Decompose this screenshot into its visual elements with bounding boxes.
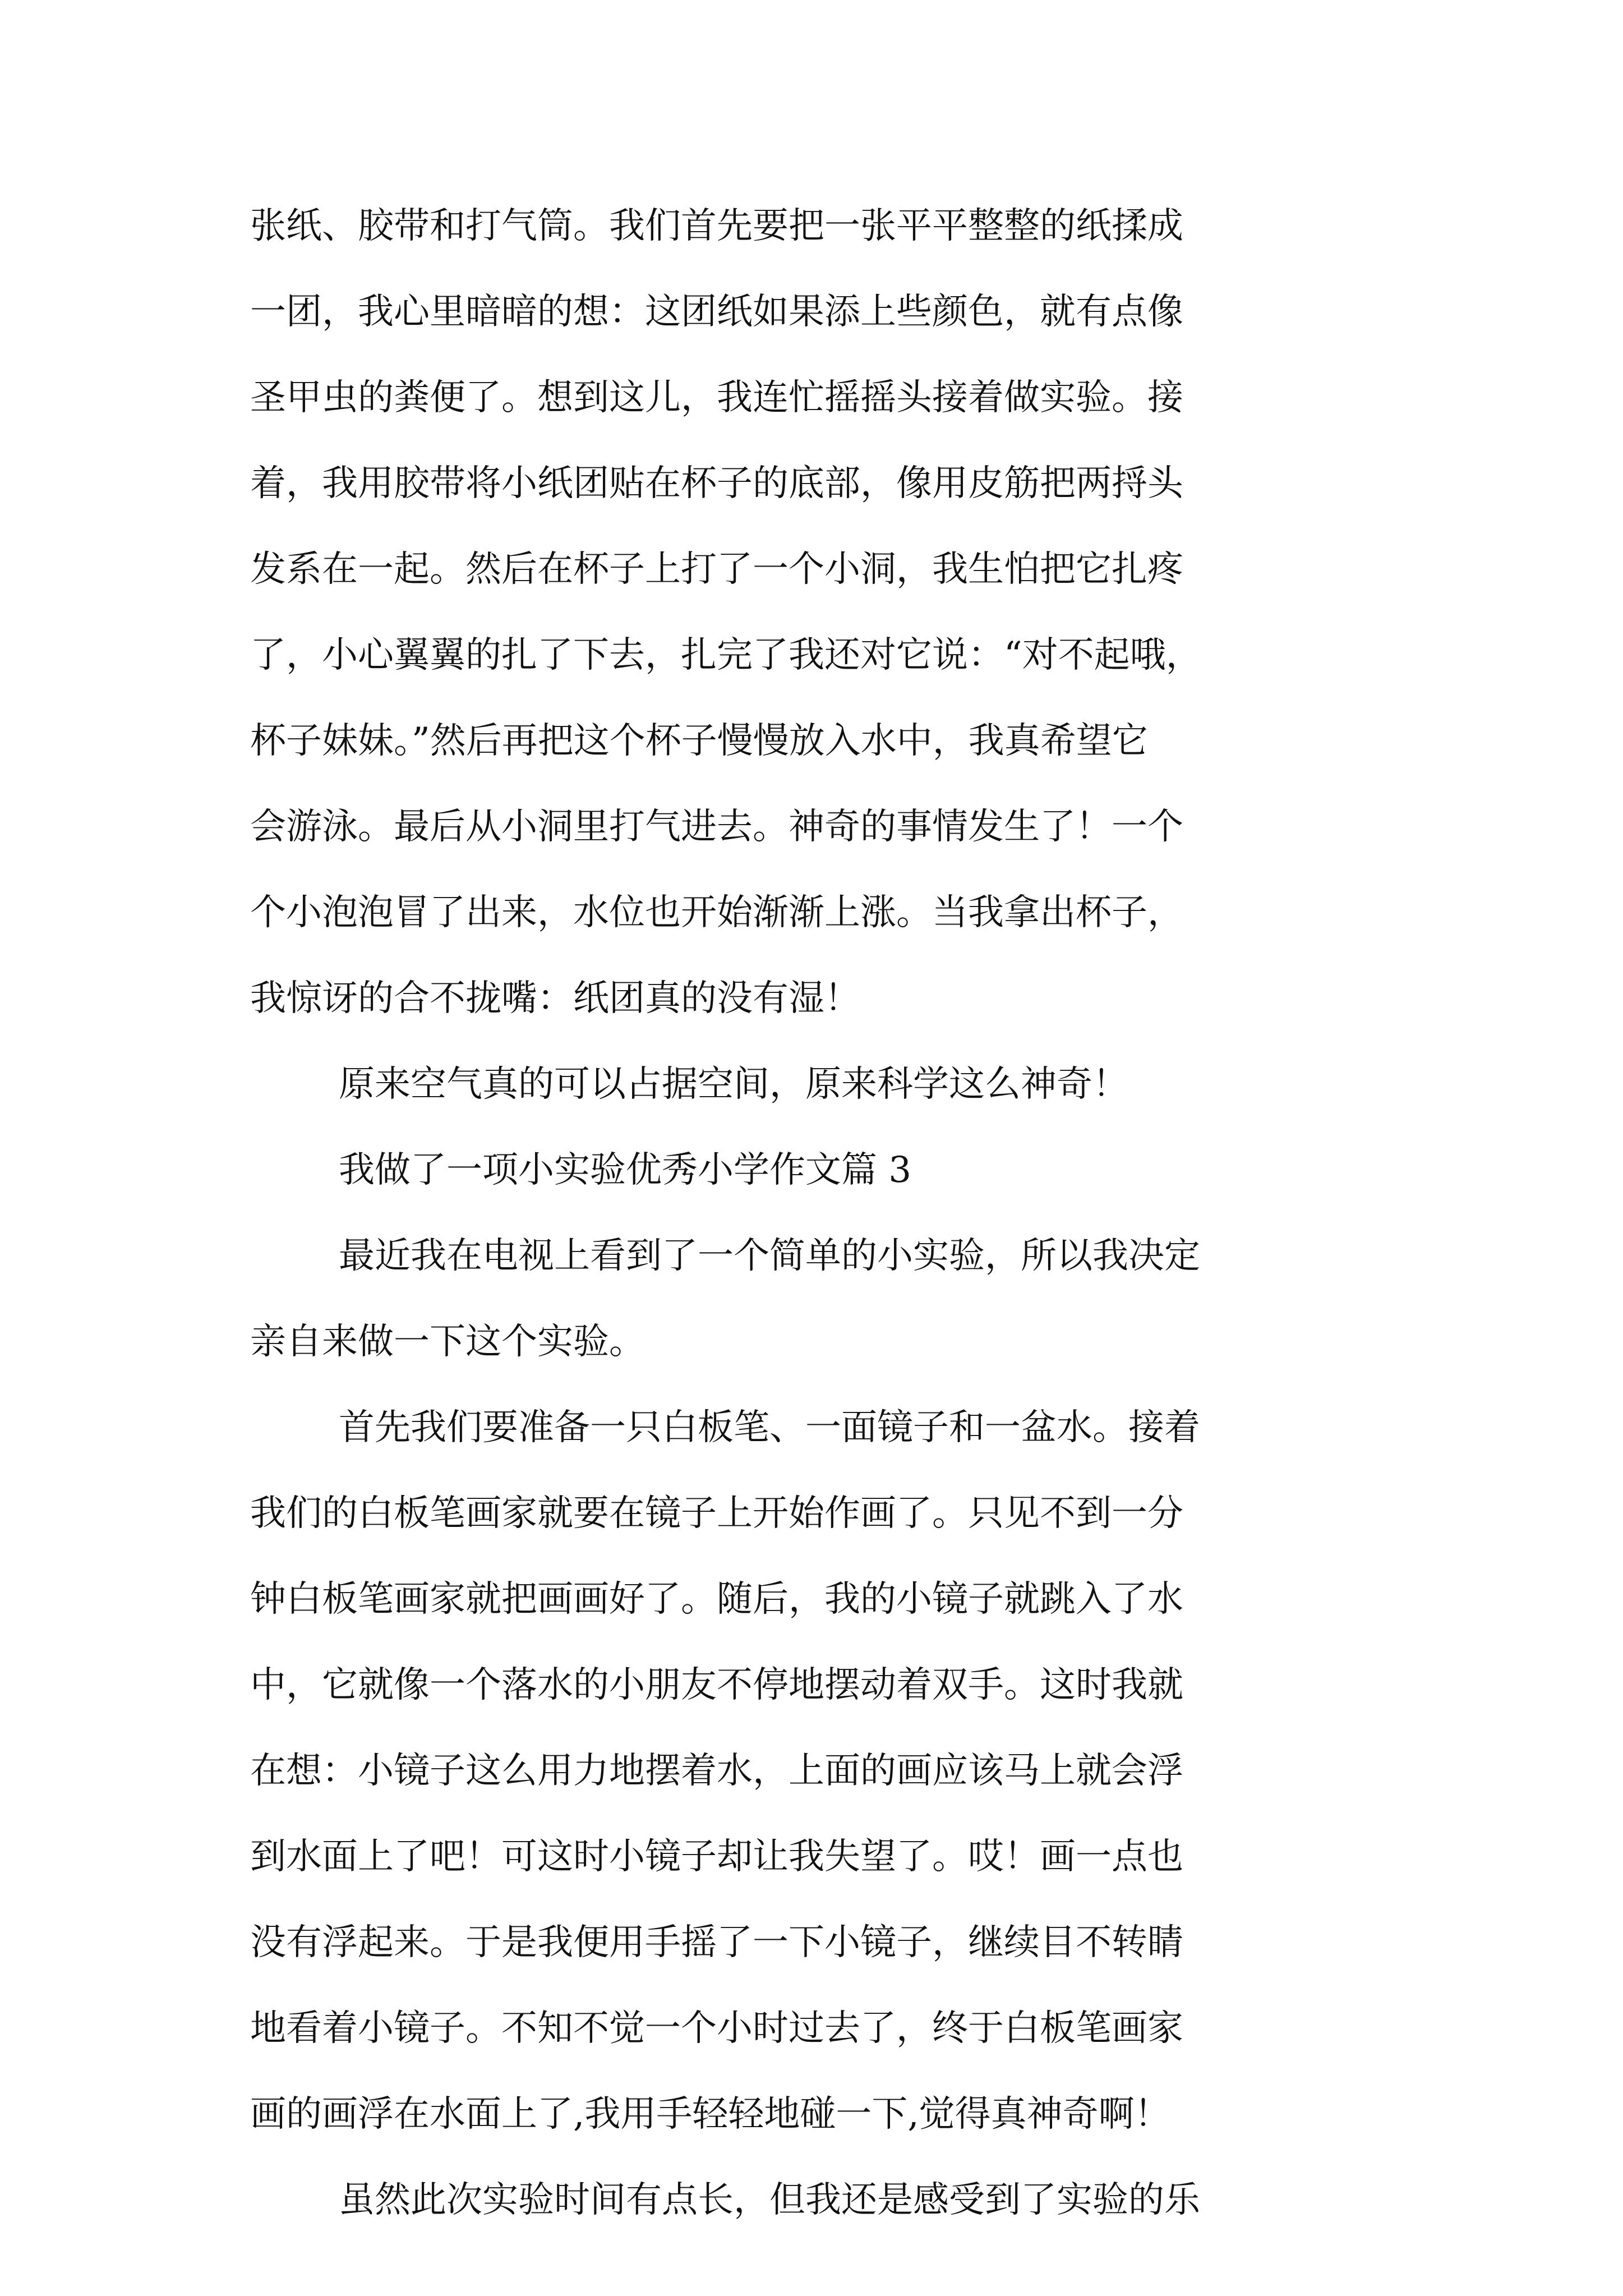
paragraph-line: 了，小心翼翼的扎了下去，扎完了我还对它说：“对不起哦， <box>250 634 1202 676</box>
paragraph-line: 到水面上了吧！可这时小镜子却让我失望了。哎！画一点也 <box>250 1836 1183 1878</box>
paragraph-line: 地看着小镜子。不知不觉一个小时过去了，终于白板笔画家 <box>250 2008 1183 2049</box>
section-heading: 我做了一项小实验优秀小学作文篇 3 <box>339 1149 912 1191</box>
paragraph-line: 会游泳。最后从小洞里打气进去。神奇的事情发生了！一个 <box>250 806 1183 848</box>
paragraph-line: 个小泡泡冒了出来，水位也开始渐渐上涨。当我拿出杯子， <box>250 892 1183 933</box>
paragraph-line: 原来空气真的可以占据空间，原来科学这么神奇！ <box>339 1064 1128 1105</box>
paragraph-line: 虽然此次实验时间有点长，但我还是感受到了实验的乐 <box>339 2179 1200 2221</box>
paragraph-line: 没有浮起来。于是我便用手摇了一下小镜子，继续目不转睛 <box>250 1922 1183 1963</box>
paragraph-line: 我惊讶的合不拢嘴：纸团真的没有湿！ <box>250 978 860 1019</box>
paragraph-line: 张纸、胶带和打气筒。我们首先要把一张平平整整的纸揉成 <box>250 205 1183 247</box>
paragraph-line: 最近我在电视上看到了一个简单的小实验，所以我决定 <box>339 1235 1200 1277</box>
paragraph-line: 我们的白板笔画家就要在镜子上开始作画了。只见不到一分 <box>250 1493 1183 1534</box>
paragraph-line: 画的画浮在水面上了,我用手轻轻地碰一下,觉得真神奇啊！ <box>250 2093 1170 2135</box>
paragraph-line: 在想：小镜子这么用力地摆着水，上面的画应该马上就会浮 <box>250 1750 1183 1792</box>
paragraph-line: 圣甲虫的粪便了。想到这儿，我连忙摇摇头接着做实验。接 <box>250 377 1183 418</box>
paragraph-line: 发系在一起。然后在杯子上打了一个小洞，我生怕把它扎疼 <box>250 549 1183 590</box>
paragraph-line: 钟白板笔画家就把画画好了。随后，我的小镜子就跳入了水 <box>250 1579 1183 1620</box>
paragraph-line: 一团，我心里暗暗的想：这团纸如果添上些颜色，就有点像 <box>250 291 1183 333</box>
paragraph-line: 着，我用胶带将小纸团贴在杯子的底部，像用皮筋把两捋头 <box>250 463 1183 504</box>
paragraph-line: 中，它就像一个落水的小朋友不停地摆动着双手。这时我就 <box>250 1664 1183 1706</box>
paragraph-line: 杯子妹妹。”然后再把这个杯子慢慢放入水中，我真希望它 <box>250 720 1148 762</box>
paragraph-line: 首先我们要准备一只白板笔、一面镜子和一盆水。接着 <box>339 1407 1200 1448</box>
paragraph-line: 亲自来做一下这个实验。 <box>250 1321 645 1363</box>
